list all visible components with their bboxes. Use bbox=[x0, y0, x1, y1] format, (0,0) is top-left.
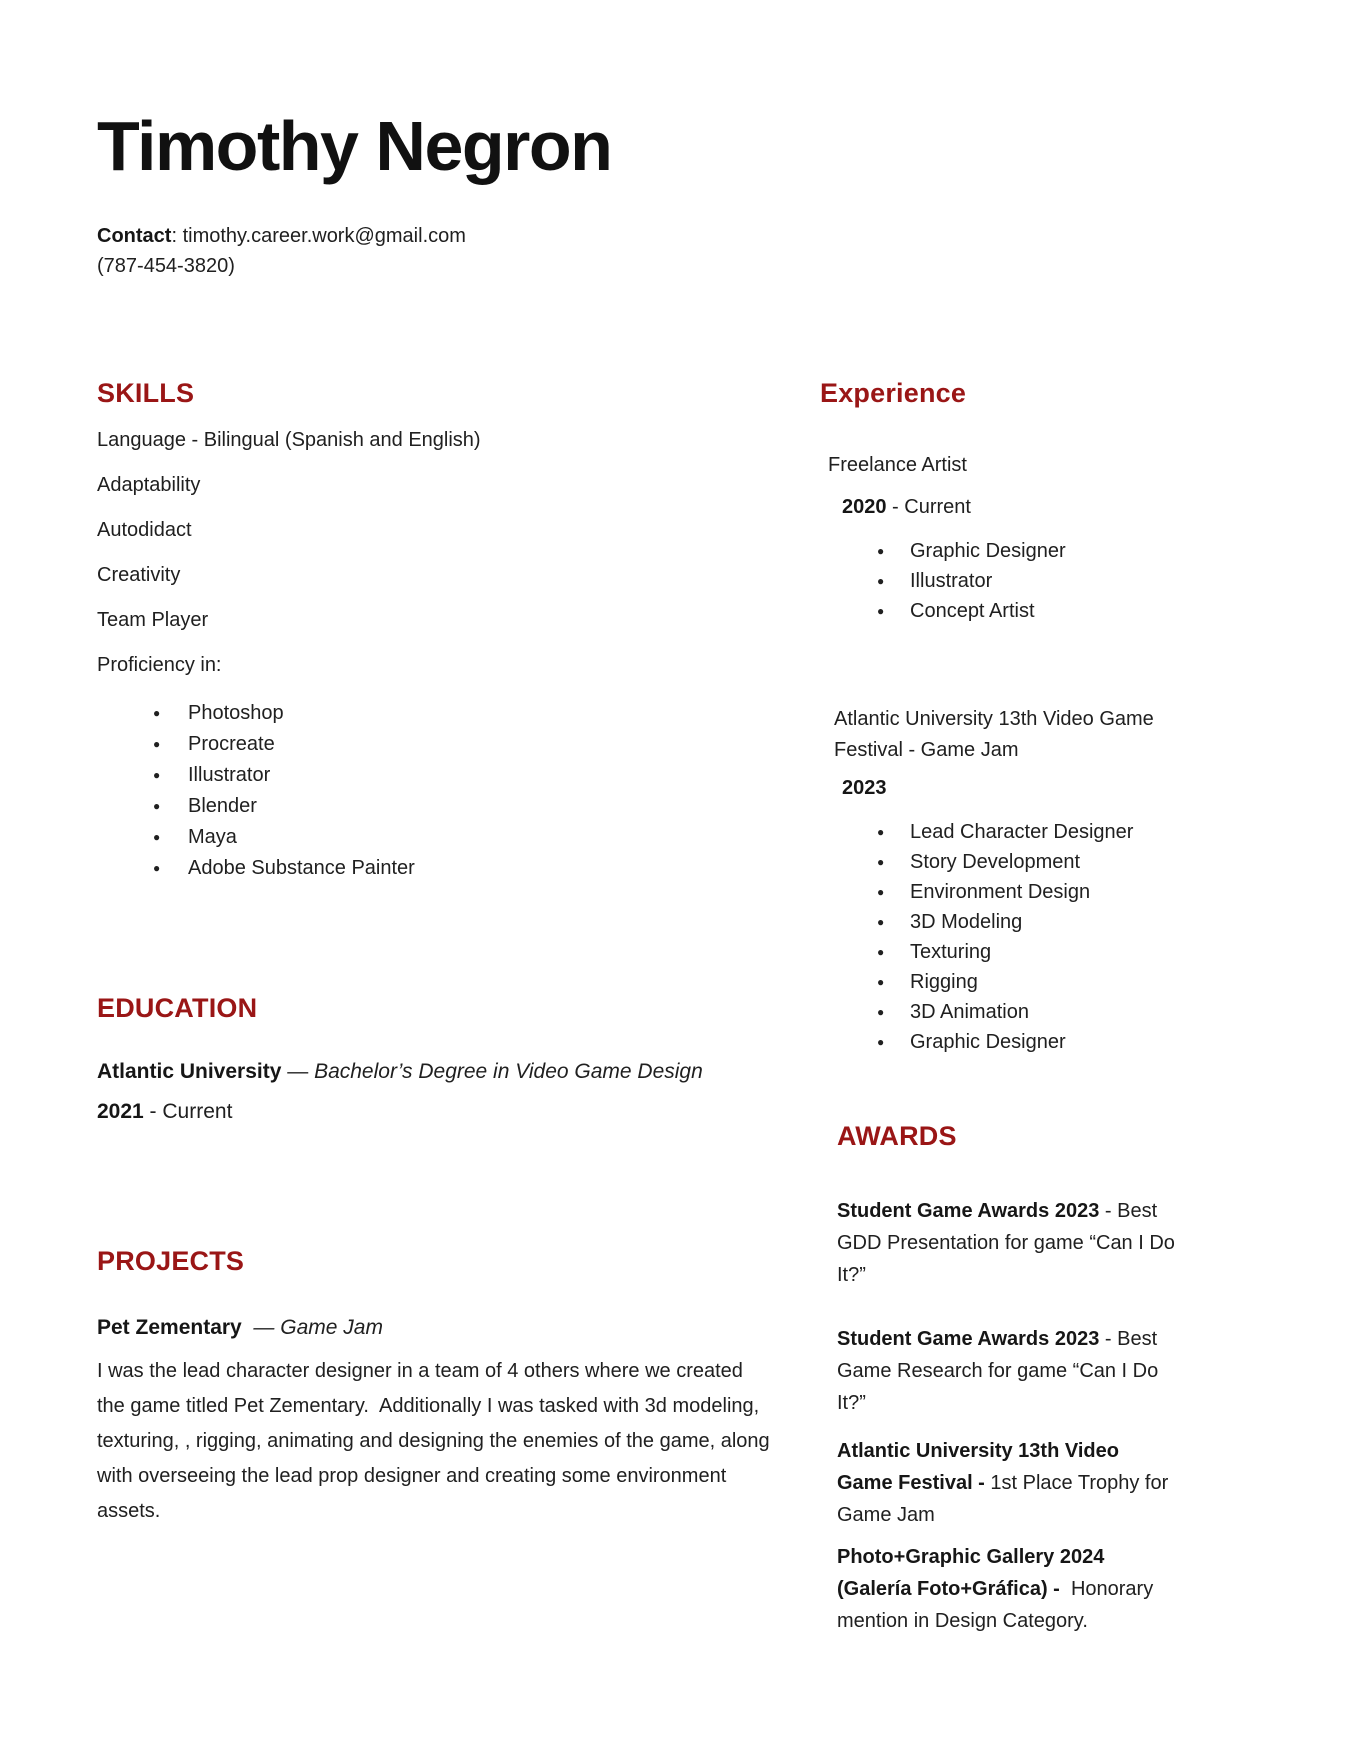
bullet-list-item: ● 3D Animation bbox=[877, 997, 1180, 1027]
skill-item: Language - Bilingual (Spanish and English) bbox=[97, 429, 481, 451]
right-column bbox=[820, 378, 1180, 1637]
award-description: - Best Game Research for game “Can I Do It?” bbox=[837, 1328, 1164, 1414]
bullet-list-item: ● Graphic Designer bbox=[877, 1027, 1180, 1057]
experience-entry bbox=[820, 704, 1180, 1057]
education-dates-rest: - Current bbox=[143, 1100, 233, 1123]
bullet-list-item: ● Story Development bbox=[877, 847, 1180, 877]
education-degree-line bbox=[97, 1059, 773, 1084]
phone-line: (787-454-3820) bbox=[97, 255, 235, 277]
experience-entry-title: Freelance Artist bbox=[828, 454, 967, 476]
award-title: Student Game Awards 2023 bbox=[837, 1328, 1100, 1350]
experience-entry-title: Atlantic University 13th Video Game Festival - Game Jam bbox=[834, 708, 1154, 761]
skills-heading: SKILLS bbox=[97, 378, 195, 408]
bullet-list-item: ● Concept Artist bbox=[877, 596, 1180, 626]
bullet-list-item: ● Lead Character Designer bbox=[877, 817, 1180, 847]
project-description: I was the lead character designer in a team of 4 others where we created the game titled Pet Zementary. Additionally I was tasked with 3d modeling, texturing, , rigging, animating and designing the enemies of the game, along with overseeing the lead prop designer and creating some environment assets. bbox=[97, 1360, 776, 1522]
education-heading: EDUCATION bbox=[97, 993, 258, 1023]
bullet-list-item: ● Rigging bbox=[877, 967, 1180, 997]
contact-label: Contact bbox=[97, 225, 172, 247]
experience-year: 2023 bbox=[842, 777, 887, 799]
project-name: Pet Zementary bbox=[97, 1316, 242, 1339]
education-dates bbox=[97, 1099, 773, 1124]
award-title: Student Game Awards 2023 bbox=[837, 1200, 1100, 1222]
experience-entry bbox=[820, 450, 1180, 626]
bullet-list-item: ● Adobe Substance Painter bbox=[153, 853, 773, 884]
two-column-layout bbox=[97, 378, 1270, 1637]
award-description: - Best GDD Presentation for game “Can I Do It?” bbox=[837, 1200, 1181, 1286]
awards-section bbox=[837, 1121, 1180, 1637]
award-description: 1st Place Trophy for Game Jam bbox=[837, 1472, 1174, 1526]
projects-heading: PROJECTS bbox=[97, 1246, 245, 1276]
contact-email: : timothy.career.work@gmail.com bbox=[171, 225, 466, 247]
award-item bbox=[837, 1323, 1180, 1419]
skill-item: Proficiency in: bbox=[97, 654, 222, 676]
bullet-list-item: ● 3D Modeling bbox=[877, 907, 1180, 937]
skills-list bbox=[97, 428, 773, 884]
experience-entry-dates bbox=[842, 495, 1180, 520]
experience-role-list bbox=[820, 817, 1180, 1057]
project-subtitle: — Game Jam bbox=[241, 1316, 383, 1339]
bullet-list-item: ● Environment Design bbox=[877, 877, 1180, 907]
left-column bbox=[97, 378, 776, 1637]
skill-item: Team Player bbox=[97, 609, 209, 631]
awards-heading: AWARDS bbox=[837, 1121, 957, 1151]
bullet-list-item: ● Maya bbox=[153, 822, 773, 853]
contact-line bbox=[97, 221, 1270, 251]
contact-block bbox=[97, 221, 1270, 281]
experience-entry-dates bbox=[842, 776, 1180, 801]
bullet-list-item: ● Texturing bbox=[877, 937, 1180, 967]
experience-heading: Experience bbox=[820, 378, 967, 408]
bullet-list-item: ● Procreate bbox=[153, 729, 773, 760]
dash-separator: — bbox=[281, 1060, 315, 1083]
award-item bbox=[837, 1195, 1180, 1291]
award-title: Atlantic University 13th Video Game Festival - bbox=[837, 1440, 1125, 1494]
skill-item: Autodidact bbox=[97, 519, 192, 541]
award-title: Photo+Graphic Gallery 2024 (Galería Foto+Gráfica) - bbox=[837, 1546, 1110, 1600]
skill-item: Creativity bbox=[97, 564, 181, 586]
award-description: Honorary mention in Design Category. bbox=[837, 1578, 1159, 1632]
bullet-list-item: ● Blender bbox=[153, 791, 773, 822]
experience-dates-rest: - Current bbox=[886, 496, 971, 518]
experience-start-year: 2020 bbox=[842, 496, 887, 518]
award-item bbox=[837, 1435, 1180, 1531]
tools-list bbox=[97, 698, 773, 884]
bullet-list-item: ● Illustrator bbox=[153, 760, 773, 791]
project-title-line bbox=[97, 1315, 773, 1340]
skill-item: Adaptability bbox=[97, 474, 201, 496]
school-name: Atlantic University bbox=[97, 1060, 282, 1083]
bullet-list-item: ● Photoshop bbox=[153, 698, 773, 729]
experience-role-list bbox=[820, 536, 1180, 626]
degree-name: Bachelor’s Degree in Video Game Design bbox=[314, 1060, 703, 1083]
education-start-year: 2021 bbox=[97, 1100, 144, 1123]
resume-name: Timothy Negron bbox=[97, 107, 612, 185]
award-item bbox=[837, 1541, 1180, 1637]
bullet-list-item: ● Illustrator bbox=[877, 566, 1180, 596]
bullet-list-item: ● Graphic Designer bbox=[877, 536, 1180, 566]
